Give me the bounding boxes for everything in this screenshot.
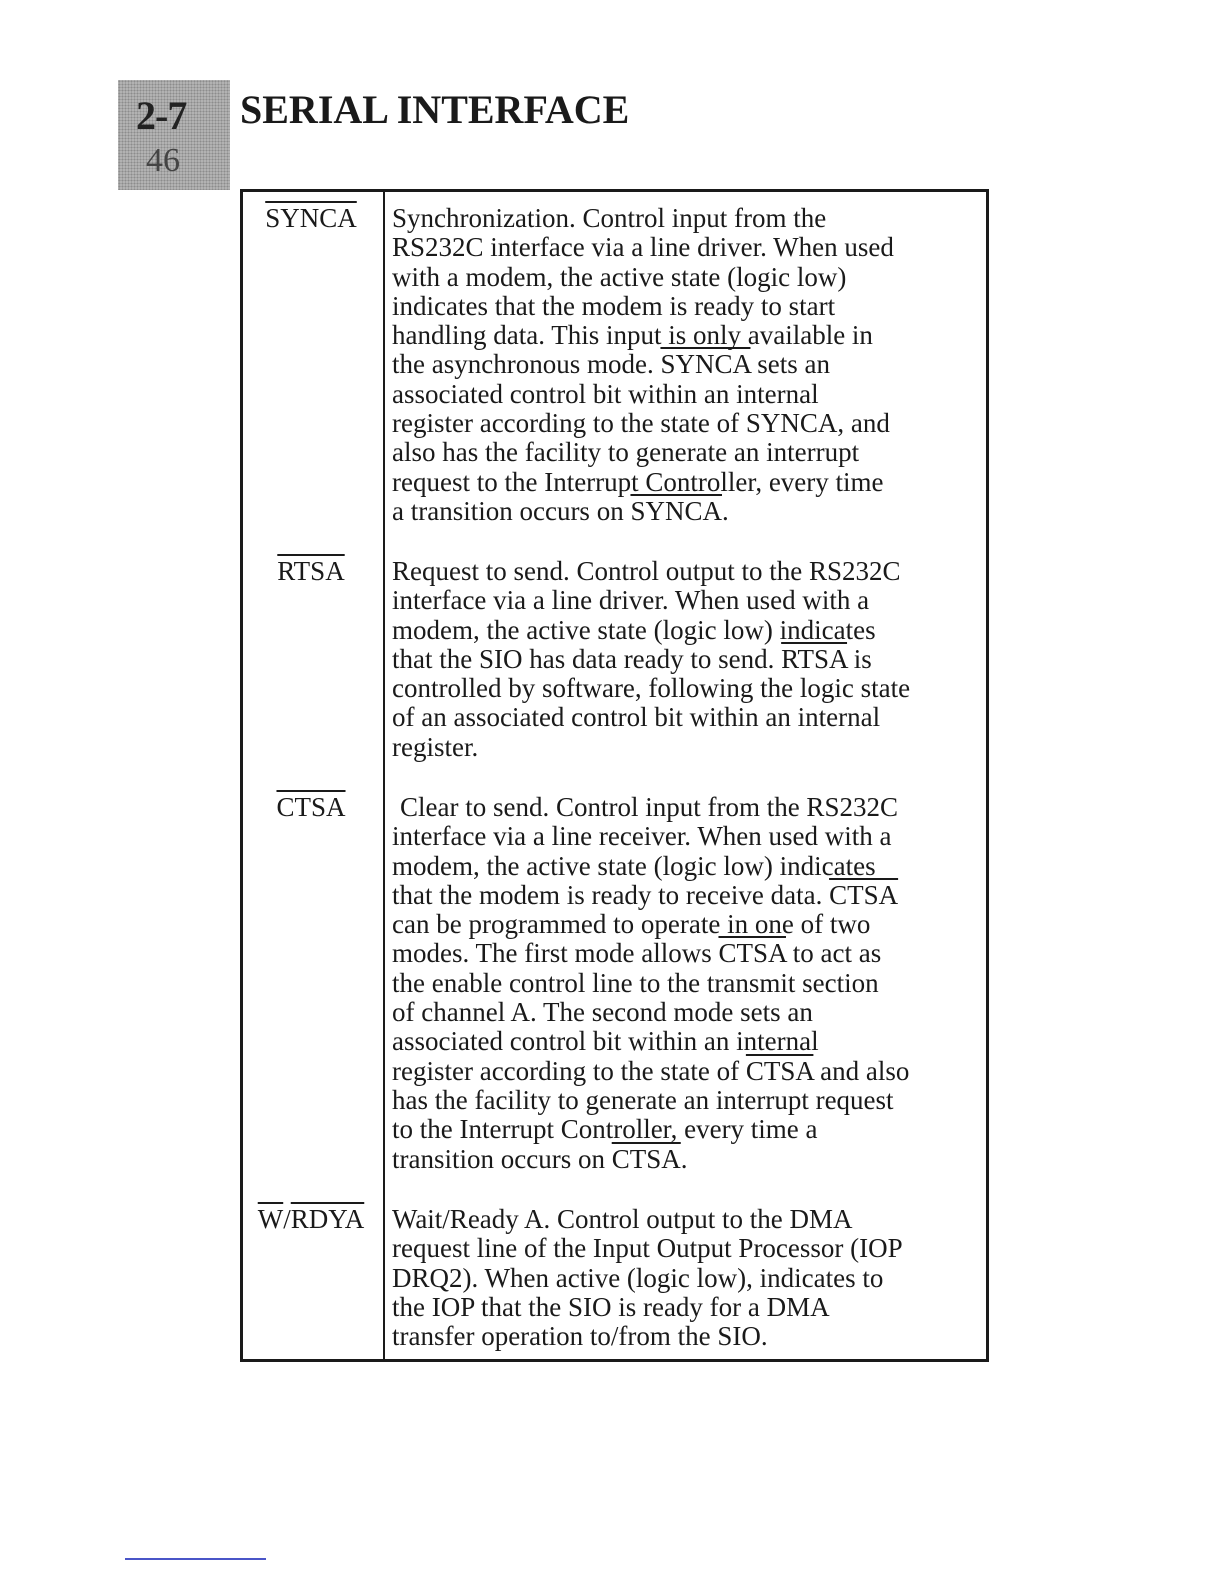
section-number: 2-7	[136, 93, 187, 138]
signal-description: Wait/Ready A. Control output to the DMA request line of the Input Output Processor (IOP DRQ2). When active (logic low), indicates to the IOP that the SIO is ready for a DMA transfer operation to/from the SIO.	[392, 1204, 903, 1352]
page-title: SERIAL INTERFACE	[240, 87, 630, 132]
signal-name: SYNCA	[265, 203, 357, 233]
signal-name: CTSA	[276, 792, 346, 822]
signal-name: $\overline{W}$/RDYA	[257, 1204, 365, 1234]
page-number: 46	[146, 142, 180, 179]
signal-description: Request to send. Control output to the RS232C interface via a line driver. When used with a modem, the active state (logic low) indicates that the SIO has data ready to send. RTSA is controlled by software, following the logic state of an associated control bit within an internal register.	[392, 556, 911, 762]
column-divider	[383, 192, 385, 1359]
signal-name: RTSA	[277, 556, 345, 586]
signal-table	[240, 189, 989, 1362]
section-badge	[118, 80, 230, 190]
signal-description: Clear to send. Control input from the RS232C interface via a line receiver. When used with a modem, the active state (logic low) indicates that the modem is ready to receive data. CTSA can be programmed to operate in one of two modes. The first mode allows CTSA to act as the enable control line to the transmit section of channel A. The second mode sets an associated control bit within an internal register according to the state of CTSA and also has the facility to generate an interrupt request to the Interrupt Controller, every time a transition occurs on CTSA.	[392, 792, 910, 1174]
signal-description: Synchronization. Control input from the RS232C interface via a line driver. When used with a modem, the active state (logic low) indicates that the modem is ready to start handling data. This input is only available in the asynchronous mode. SYNCA sets an associated control bit within an internal register according to the state of SYNCA, and also has the facility to generate an interrupt request to the Interrupt Controller, every time a transition occurs on SYNCA.	[392, 203, 894, 526]
footer-rule	[125, 1558, 266, 1560]
